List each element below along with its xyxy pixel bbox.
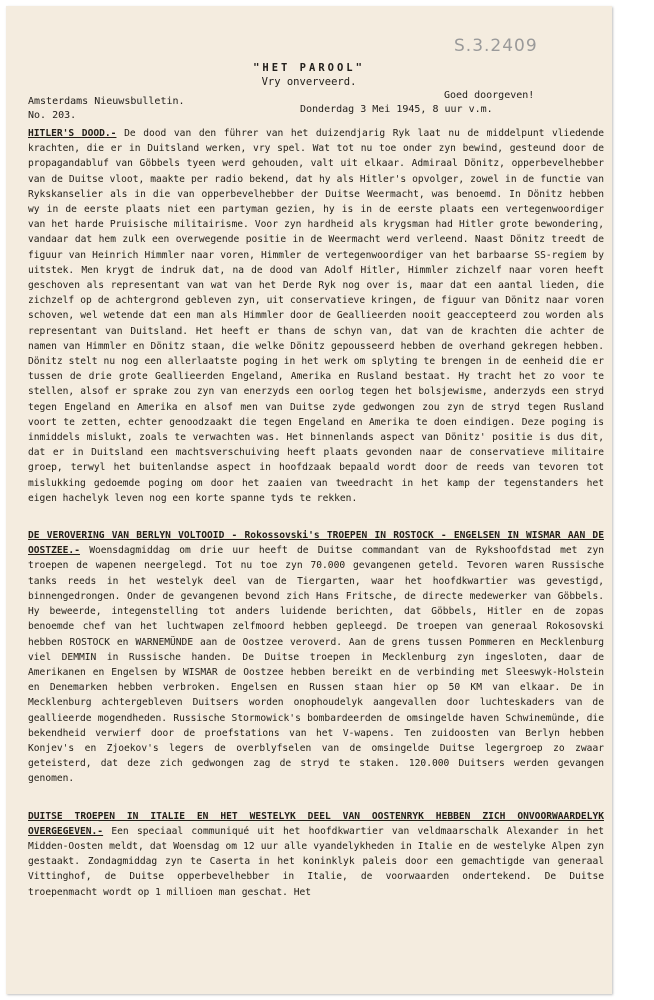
article-heading: DUITSE TROEPEN IN ITALIE EN HET WESTELYK DEEL VAN OOSTENRYK HEBBEN ZICH ONVOORWAARDELYK OVERGEGEVEN.- (28, 810, 604, 837)
bulletin-name: Amsterdams Nieuwsbulletin. (28, 96, 185, 107)
bulletin-number: No. 203. (28, 110, 77, 121)
bulletin-date: Donderdag 3 Mei 1945, 8 uur v.m. (300, 104, 493, 115)
article-body (28, 126, 604, 922)
newspaper-title: "HET PAROOL" (253, 62, 365, 74)
article-berlin-conquest (28, 528, 604, 786)
article-heading: DE VEROVERING VAN BERLYN VOLTOOID - Rokossovski's TROEPEN IN ROSTOCK - ENGELSEN IN WISMAR AAN DE OOSTZEE.- (28, 530, 604, 557)
pass-on-note: Goed doorgeven! (444, 90, 535, 101)
archive-stamp: S.3.2409 (454, 36, 538, 56)
article-italy-surrender (28, 809, 604, 900)
article-heading: HITLER'S DOOD.- (28, 128, 117, 139)
document-page (6, 6, 612, 994)
newspaper-motto: Vry onverveerd. (261, 76, 357, 88)
article-text: Woensdagmiddag om drie uur heeft de Duitse commandant van de Rykshoofdstad met zyn troepen de wapenen neergelegd. Tot nu toe zyn 70.000 gevangenen geteld. Tevoren waren Russische tanks reeds in het westelyk deel van de Tiergarten, waar het hoofdkwartier was gevestigd, binnengedrongen. Onder de gevangenen bevond zich Hans Fritsche, de directe medewerker van Göbbels. Hy beweerde, integenstelling tot anders luidende berichten, dat Göbbels, Hitler en de zopas benoemde chef van het luchtwapen zelfmoord hebben gepleegd. De troepen van generaal Rokosovski hebben ROSTOCK en WARNEMÜNDE aan de Oostzee veroverd. Aan de grens tussen Pommeren en Mecklenburg viel DEMMIN in Russische handen. De Duitse troepen in Mecklenburg zyn ingesloten, daar de Amerikanen en Engelsen by WISMAR de Oostzee hebben bereikt en de verbinding met Sleeswyk-Holstein en Denemarken hebben verbroken. Engelsen en Russen staan hier op 50 KM van elkaar. De in Mecklenburg achtergebleven Duitsers worden onophoudelyk aangevallen door luchteskaders van de geallieerde mogendheden. Russische Stormowick's bombardeerden de omsingelde haven Schwinemünde, die bekendheid verwierf door de proefstations van het V-wapens. Ten zuidoosten van Berlyn hebben Konjev's en Zjoekov's legers de overblyfselen van de omsingelde Duitse legergroep zo zwaar geteisterd, dat deze zich gedwongen zag de stryd te staken. 120.000 Duitsers werden gevangen genomen. (28, 545, 604, 785)
article-text: De dood van den führer van het duizendjarig Ryk laat nu de middelpunt vliedende krachten, die er in Duitsland werken, vry spel. Wat tot nu toe onder zyn bewind, gesteund door de propagandabluf van Göbbels tyeen werd gehouden, valt uit elkaar. Admiraal Dönitz, opperbevelhebber van de Duitse vloot, maakte per radio bekend, dat hy als Hitler's opvolger, zowel in de functie van Rykskanselier als in die van opperbevelhebber der Duitse Weermacht, was benoemd. In Dönitz hebben wy in de eerste plaats niet een partyman gezien, hy is in de eerste plaats een vertegenwoordiger van het harde Pruisische militairisme. Voor zyn hardheid als krygsman had Hitler grote bewondering, vandaar dat hem zulk een overwegende positie in de Weermacht werd verleend. Naast Dönitz treedt de figuur van Heinrich Himmler naar voren, Himmler de vertegenwoordiger van het barbaarse SS-regiem by uitstek. Men krygt de indruk dat, na de dood van Adolf Hitler, Himmler zichzelf naar voren heeft geschoven als representant van wat van het Derde Ryk nog over is, maar dat een aantal lieden, die zichzelf op de achtergrond gebleven zyn, uit conservatieve kringen, de figuur van Dönitz naar voren schoven, wel wetende dat een man als Himmler door de Geallieerden nooit geaccepteerd zou worden als representant van Duitsland. Het heeft er thans de schyn van, dat van de krachten die achter de namen van Himmler en Dönitz staan, die welke Dönitz gepousseerd hebben de overhand gekregen hebben. Dönitz stelt nu nog een allerlaatste poging in het werk om splyting te brengen in de eenheid die er tussen de drie grote Geallieerden Engeland, Amerika en Rusland bestaat. Hy tracht het zo voor te stellen, alsof er sprake zou zyn van enerzyds een oorlog tegen het bolsjewisme, anderzyds een stryd tegen Engeland en Amerika en alsof men van Duitse zyde gedwongen zou zyn de stryd tegen Rusland voort te zetten, echter genoodzaakt die tegen Engeland en Amerika te doen eindigen. Deze poging is inmiddels mislukt, zoals te verwachten was. Het binnenlands aspect van Dönitz' positie is dus dit, dat er in Duitsland een machtsverschuiving heeft plaats gevonden naar de conservatieve militaire groep, terwyl het buitenlandse aspect in hoofdzaak bepaald wordt door de reeds van tevoren tot mislukking gedoemde poging om door het zaaien van tweedracht in het kamp der tegenstanders het eigen hachelyk leven nog een korte spanne tyds te rekken. (28, 128, 604, 504)
article-hitler-death (28, 126, 604, 506)
article-text: Een speciaal communiqué uit het hoofdkwartier van veldmaarschalk Alexander in het Midden-Oosten meldt, dat Woensdag om 12 uur alle vyandelykheden in Italie en de westelyke Alpen zyn gestaakt. Zondagmiddag zyn te Caserta in het koninklyk paleis door een gemachtigde van generaal Vittinghof, de Duitse opperbevelhebber in Italie, de voorwaarden ondertekend. De Duitse troepenmacht wordt op 1 millioen man geschat. Het (28, 825, 604, 898)
